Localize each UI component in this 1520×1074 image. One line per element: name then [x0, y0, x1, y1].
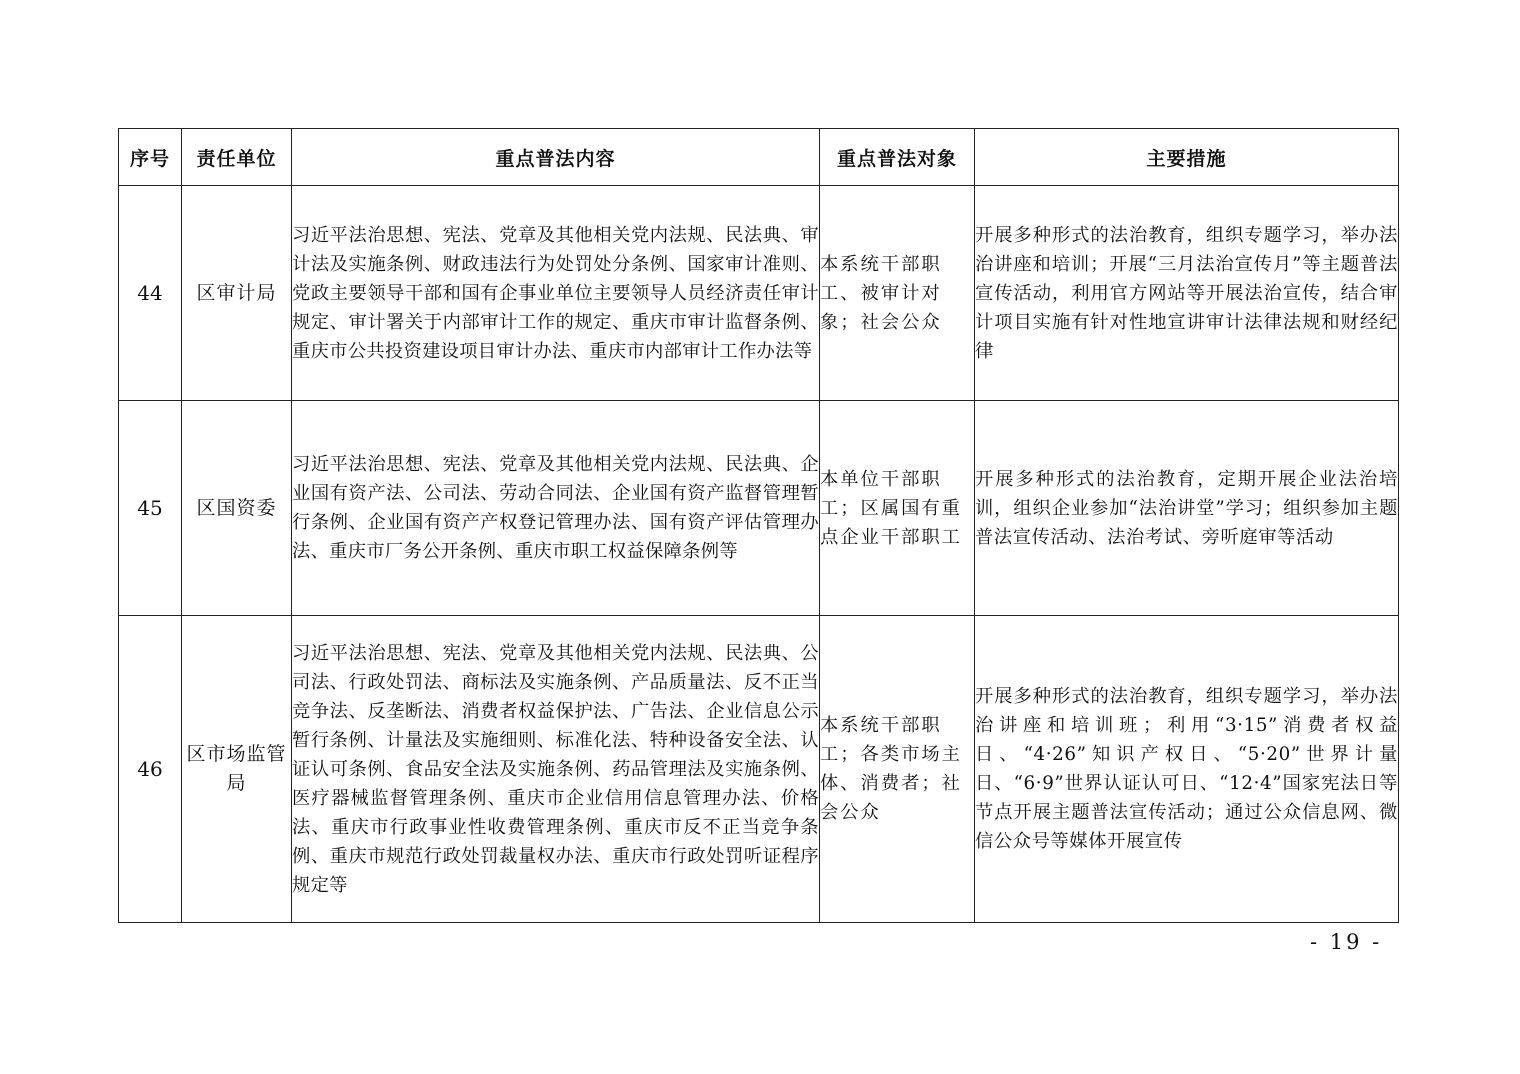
header-serial-number: 序号 — [119, 129, 182, 186]
cell-main-measures: 开展多种形式的法治教育，组织专题学习，举办法治讲座和培训；开展“三月法治宣传月”等主题普法宣传活动，利用官方网站等开展法治宣传，结合审计项目实施有针对性地宣讲审计法律法规和财经纪律 — [975, 186, 1399, 401]
table-row — [119, 616, 1399, 923]
cell-serial-number: 44 — [119, 186, 182, 401]
header-key-target: 重点普法对象 — [820, 129, 975, 186]
cell-key-target: 本系统干部职工、被审计对象；社会公众 — [820, 186, 975, 401]
page-number: - 19 - — [1310, 930, 1383, 954]
cell-key-target: 本系统干部职工；各类市场主体、消费者；社会公众 — [820, 616, 975, 923]
cell-key-target: 本单位干部职工；区属国有重点企业干部职工 — [820, 401, 975, 616]
cell-responsible-unit: 区市场监管局 — [182, 616, 292, 923]
header-key-content: 重点普法内容 — [292, 129, 820, 186]
cell-key-content: 习近平法治思想、宪法、党章及其他相关党内法规、民法典、企业国有资产法、公司法、劳动合同法、企业国有资产监督管理暂行条例、企业国有资产产权登记管理办法、国有资产评估管理办法、重庆市厂务公开条例、重庆市职工权益保障条例等 — [292, 401, 820, 616]
table-header-row — [119, 129, 1399, 186]
cell-main-measures: 开展多种形式的法治教育，定期开展企业法治培训，组织企业参加“法治讲堂”学习；组织参加主题普法宣传活动、法治考试、旁听庭审等活动 — [975, 401, 1399, 616]
law-popularization-table — [118, 128, 1399, 923]
cell-main-measures: 开展多种形式的法治教育，组织专题学习，举办法治讲座和培训班；利用“3·15”消费者权益日、“4·26”知识产权日、“5·20”世界计量日、“6·9”世界认证认可日、“12·4”国家宪法日等节点开展主题普法宣传活动；通过公众信息网、微信公众号等媒体开展宣传 — [975, 616, 1399, 923]
cell-responsible-unit: 区国资委 — [182, 401, 292, 616]
cell-key-content: 习近平法治思想、宪法、党章及其他相关党内法规、民法典、审计法及实施条例、财政违法行为处罚处分条例、国家审计准则、党政主要领导干部和国有企事业单位主要领导人员经济责任审计规定、审计署关于内部审计工作的规定、重庆市审计监督条例、重庆市公共投资建设项目审计办法、重庆市内部审计工作办法等 — [292, 186, 820, 401]
header-main-measures: 主要措施 — [975, 129, 1399, 186]
cell-key-content: 习近平法治思想、宪法、党章及其他相关党内法规、民法典、公司法、行政处罚法、商标法及实施条例、产品质量法、反不正当竞争法、反垄断法、消费者权益保护法、广告法、企业信息公示暂行条例、计量法及实施细则、标准化法、特种设备安全法、认证认可条例、食品安全法及实施条例、药品管理法及实施条例、医疗器械监督管理条例、重庆市企业信用信息管理办法、价格法、重庆市行政事业性收费管理条例、重庆市反不正当竞争条例、重庆市规范行政处罚裁量权办法、重庆市行政处罚听证程序规定等 — [292, 616, 820, 923]
header-responsible-unit: 责任单位 — [182, 129, 292, 186]
table-row — [119, 401, 1399, 616]
cell-serial-number: 45 — [119, 401, 182, 616]
table-row — [119, 186, 1399, 401]
cell-serial-number: 46 — [119, 616, 182, 923]
cell-responsible-unit: 区审计局 — [182, 186, 292, 401]
